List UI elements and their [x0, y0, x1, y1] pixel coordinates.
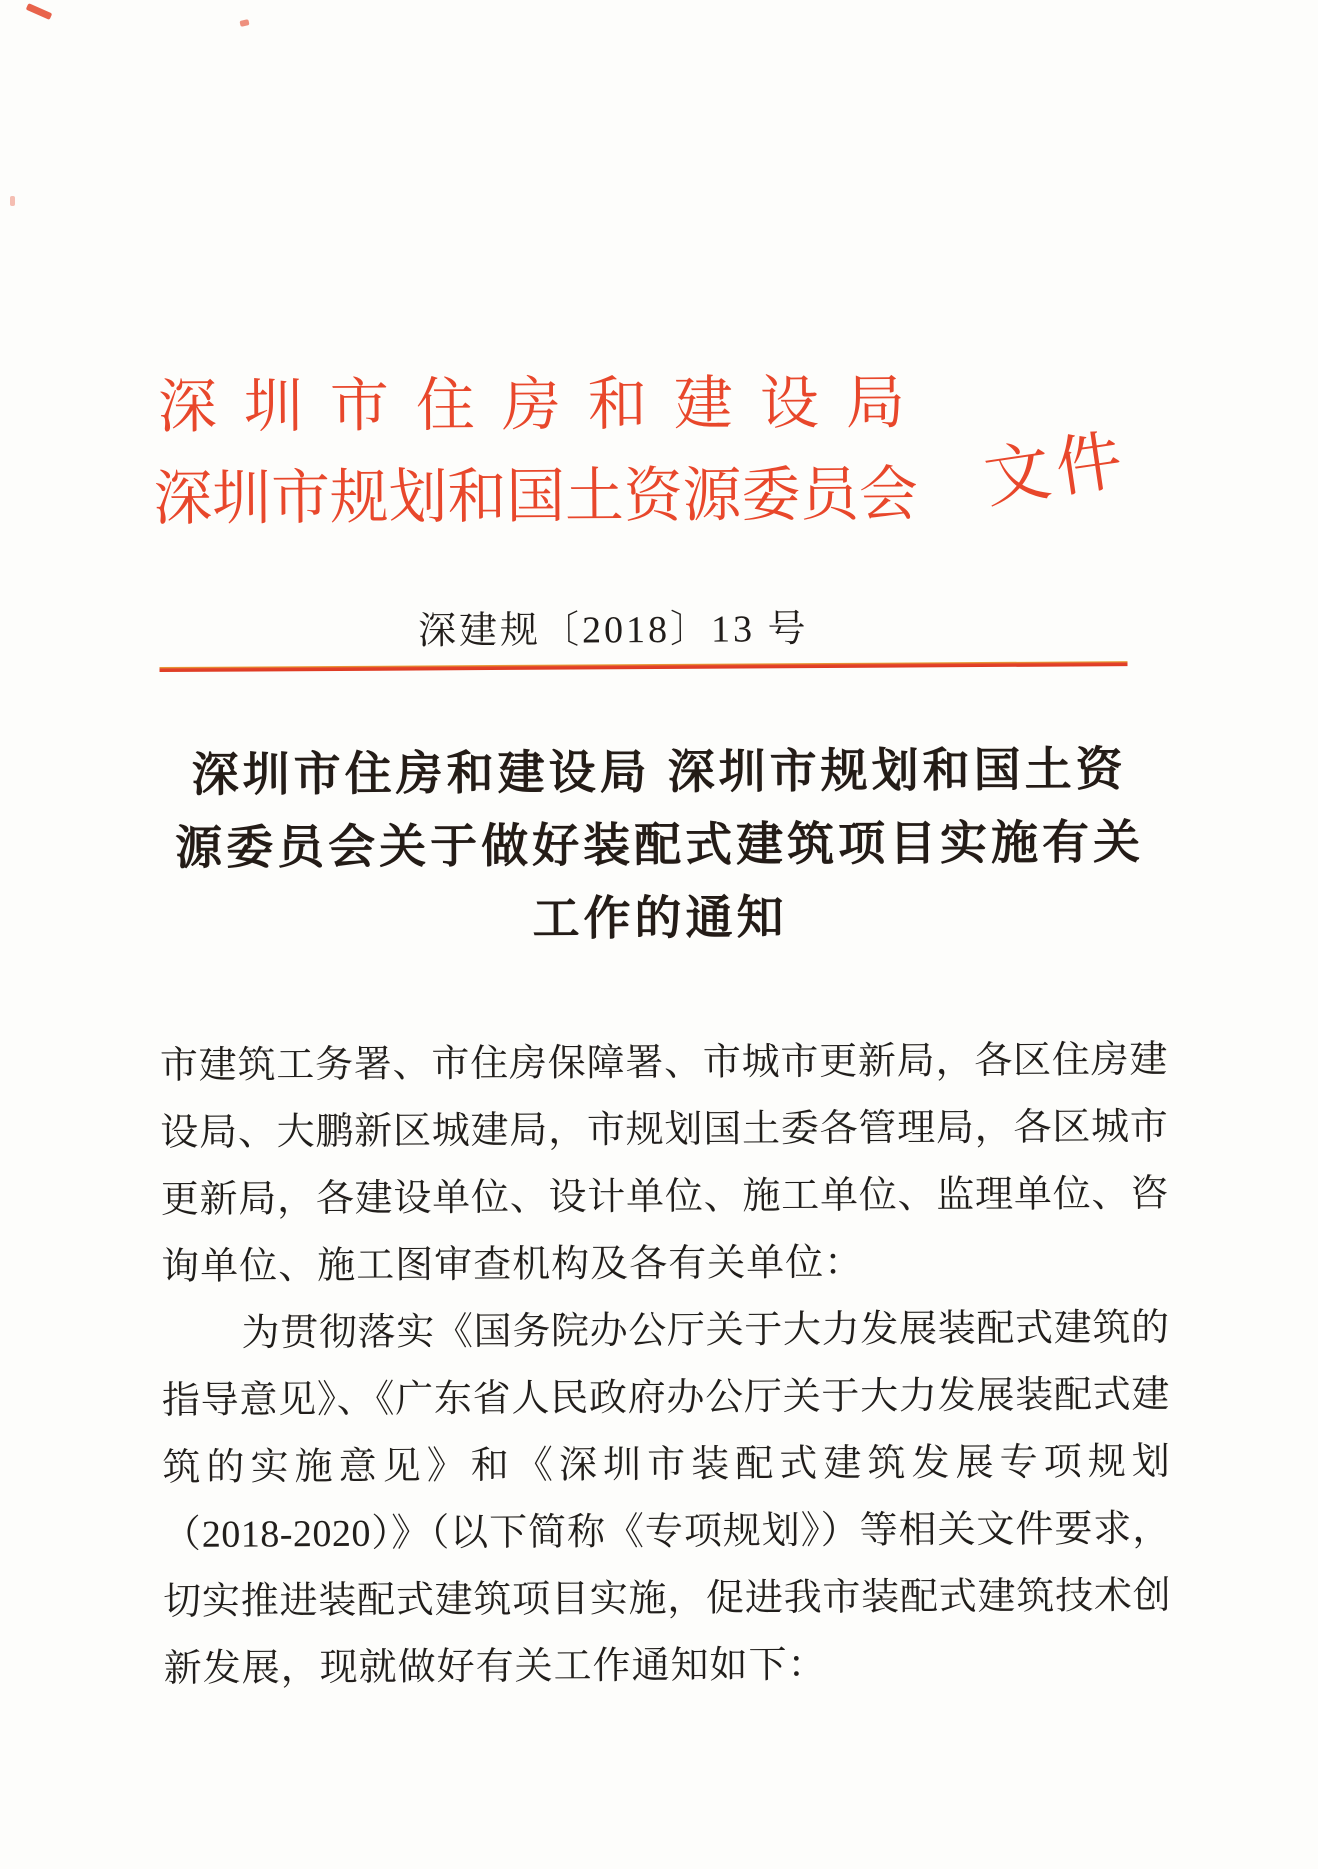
body-line: （2018-2020）》（以下简称《专项规划》）等相关文件要求，: [162, 1507, 1171, 1557]
body-line: 更新局，各建设单位、设计单位、施工单位、监理单位、咨: [160, 1172, 1169, 1222]
agency-name-line2: 深圳市规划和国土资源委员会: [153, 461, 919, 533]
body-line: 设局、大鹏新区城建局，市规划国土委各管理局，各区城市: [160, 1105, 1169, 1155]
title-line-1: 深圳市住房和建设局 深圳市规划和国土资: [191, 742, 1127, 801]
body-line: 指导意见》、《广东省人民政府办公厅关于大力发展装配式建: [161, 1373, 1171, 1423]
document-body: [160, 1027, 1172, 1703]
body-line: 为贯彻落实《国务院办公厅关于大力发展装配式建筑的: [241, 1306, 1170, 1355]
body-line: 切实推进装配式建筑项目实施，促进我市装配式建筑技术创: [163, 1574, 1172, 1624]
document-type-label: 文件: [979, 423, 1133, 517]
agency-name-line1: 深圳市住房和建设局: [157, 369, 933, 441]
document-title: [110, 732, 1209, 958]
title-line-2: 源委员会关于做好装配式建筑项目实施有关: [174, 815, 1145, 874]
body-line: 市建筑工务署、市住房保障署、市城市更新局，各区住房建: [159, 1038, 1169, 1088]
body-line: 筑的实施意见》和《深圳市装配式建筑发展专项规划: [162, 1440, 1171, 1490]
body-line: 询单位、施工图审查机构及各有关单位：: [161, 1241, 864, 1289]
title-line-3: 工作的通知: [532, 890, 788, 945]
document-number: 深建规〔2018〕13 号: [417, 608, 809, 653]
red-divider-line: [159, 661, 1127, 672]
body-line: 新发展，现就做好有关工作通知如下：: [163, 1643, 827, 1691]
